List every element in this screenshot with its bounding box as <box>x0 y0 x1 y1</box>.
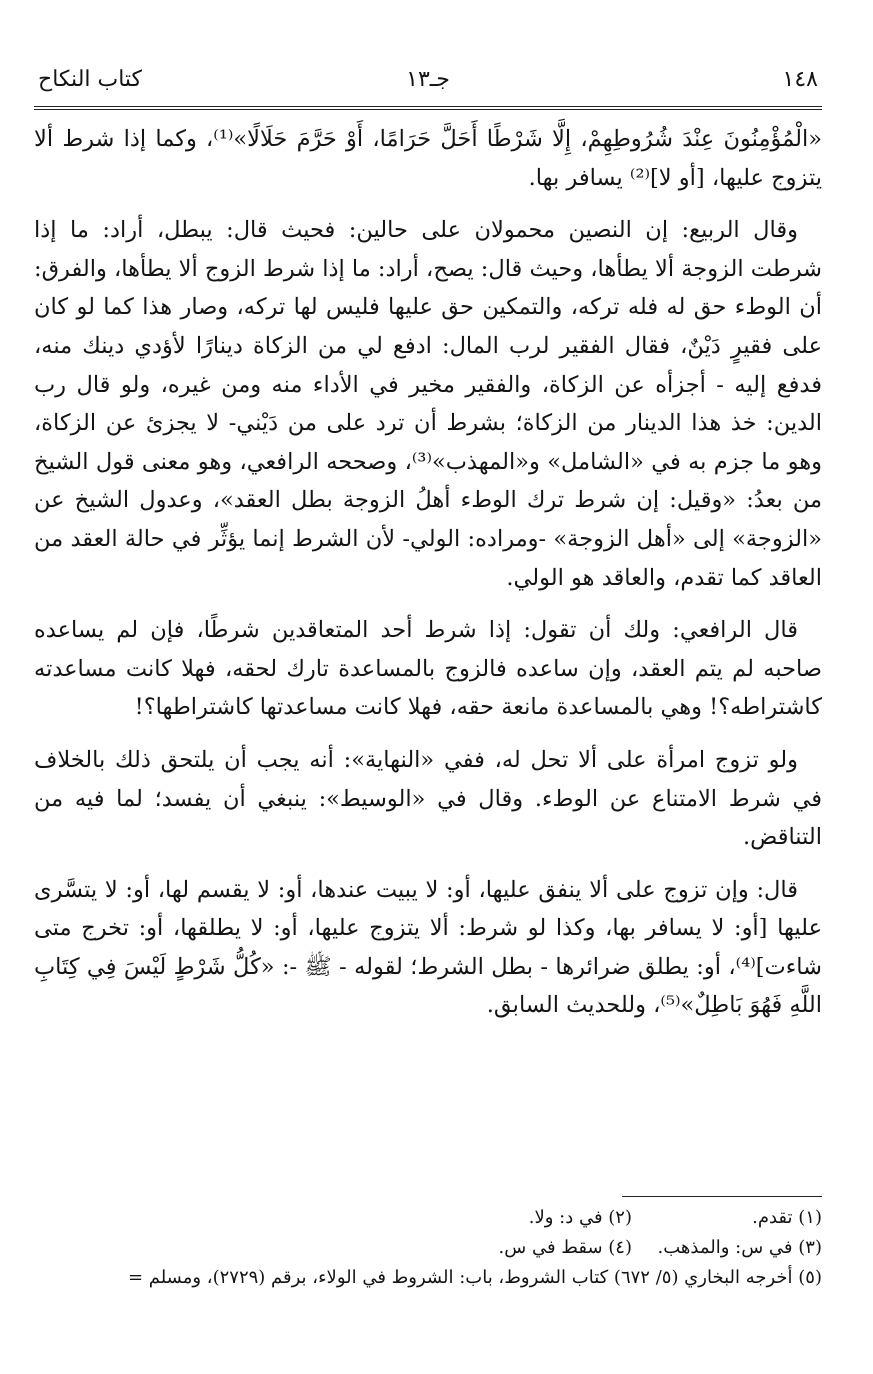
footnote-row-1 <box>34 1203 822 1233</box>
footnote-5: (٥) أخرجه البخاري (٥/ ٦٧٢) كتاب الشروط، باب: الشروط في الولاء، برقم (٢٧٢٩)، ومسلم = <box>127 1267 822 1288</box>
footnote-2: (٢) في د: ولا. <box>528 1207 632 1228</box>
paragraph-4: ولو تزوج امرأة على ألا تحل له، ففي «النهاية»: أنه يجب أن يلتحق ذلك بالخلاف في شرط الامتناع عن الوطء. وقال في «الوسيط»: ينبغي أن يفسد؛ لما فيه من التناقض. <box>34 746 822 851</box>
footnote-3: (٣) في س: والمذهب. <box>657 1237 822 1258</box>
book-page <box>34 58 822 1039</box>
header-double-rule <box>34 106 822 110</box>
paragraph-5: قال: وإن تزوج على ألا ينفق عليها، أو: لا يبيت عندها، أو: لا يقسم لها، أو: لا يتسَّرى عليها [أو: لا يسافر بها، وكذا لو شرط: ألا يتزوج عليها، أو: لا يطلقها، أو: تخرج متى شاءت]⁽⁴⁾، أو: يطلق ضرائرها - بطل الشرط؛ لقوله - ﷺ -: «كُلُّ شَرْطٍ لَيْسَ فِي كِتَابِ اللَّهِ فَهُوَ بَاطِلٌ»⁽⁵⁾، وللحديث السابق. <box>34 876 822 1019</box>
paragraph-3: قال الرافعي: ولك أن تقول: إذا شرط أحد المتعاقدين شرطًا، فإن لم يساعده صاحبه لم يتم العقد، وإن ساعده فالزوج بالمساعدة تارك لحقه، فهلا كانت مساعدته كاشتراطه؟! وهي بالمساعدة مانعة حقه، فهلا كانت مساعدتها كاشتراطها؟! <box>34 617 822 721</box>
paragraph-2: وقال الربيع: إن النصين محمولان على حالين: فحيث قال: يبطل، أراد: ما إذا شرطت الزوجة ألا يطأها، وحيث قال: يصح، أراد: ما إذا شرط الزوج ألا يطأها، والفرق: أن الوطء حق له فله تركه، والتمكين حق عليها فليس لها تركه، وصار هذا كما لو كان على فقيرٍ دَيْنٌ، فقال الفقير لرب المال: ادفع لي من الزكاة دينارًا لأؤدي دينك منه، فدفع إليه - أجزأه عن الزكاة، والفقير مخير في الأداء منه ومن غيره، ولو قال رب الدين: خذ هذا الدينار من الزكاة؛ بشرط أن ترد على من دَيْني- لا يجزئ عن الزكاة، وهو ما جزم به في «الشامل» و«المهذب»⁽³⁾، وصححه الرافعي، وهو معنى قول الشيخ من بعدُ: «وقيل: إن شرط ترك الوطء أهلُ الزوجة بطل العقد»، وعدول الشيخ عن «الزوجة» إلى «أهل الزوجة» -ومراده: الولي- لأن الشرط إنما يؤثِّر في حالة العقد من العاقد كما تقدم، والعاقد هو الولي. <box>34 217 822 591</box>
paragraph-1: «الْمُؤْمِنُونَ عِنْدَ شُرُوطِهِمْ، إِلَّا شَرْطًا أَحَلَّ حَرَامًا، أَوْ حَرَّمَ حَلَالًا»⁽¹⁾، وكما إذا شرط ألا يتزوج عليها، [أو لا]⁽²⁾ يسافر بها. <box>34 126 822 191</box>
page-header <box>34 58 822 102</box>
footnote-1: (١) تقدم. <box>752 1207 822 1228</box>
book-title: كتاب النكاح <box>38 67 143 92</box>
footnotes <box>34 1196 822 1293</box>
page-number: ١٤٨ <box>782 67 818 92</box>
footnote-row-2 <box>34 1233 822 1263</box>
main-text <box>34 120 822 1025</box>
footnote-4: (٤) سقط في س. <box>498 1237 632 1258</box>
footnote-separator <box>622 1196 822 1197</box>
volume-label: جـ١٣ <box>406 67 450 92</box>
